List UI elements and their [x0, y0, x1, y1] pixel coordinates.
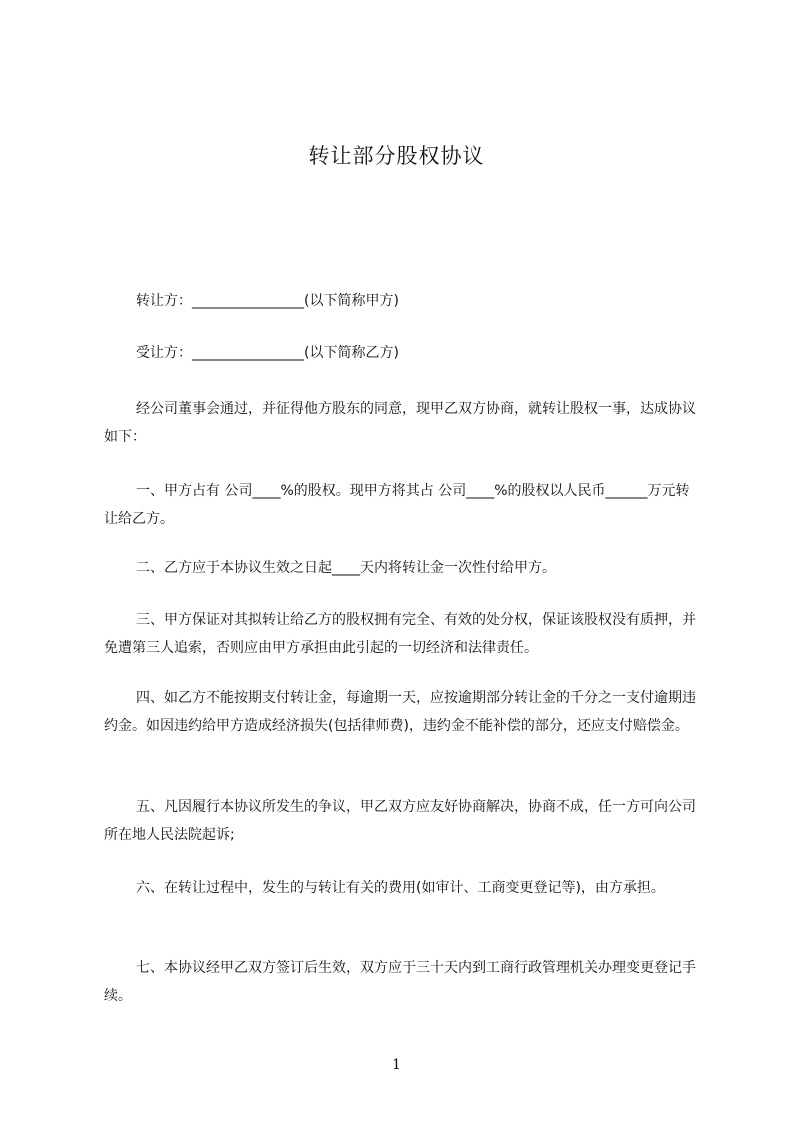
clause-1: 一、甲方占有 公司____%的股权。现甲方将其占 公司____%的股权以人民币______万元转让给乙方。 [104, 483, 690, 527]
document-title: 转让部分股权协议 [308, 144, 485, 168]
transferor-line: 转让方：________________(以下简称甲方) [136, 293, 399, 309]
clause-3: 三、甲方保证对其拟转让给乙方的股权拥有完全、有效的处分权，保证该股权没有质押，并免遭第三人追索，否则应由甲方承担由此引起的一切经济和法律责任。 [104, 612, 696, 656]
clause-6: 六、在转让过程中，发生的与转让有关的费用(如审计、工商变更登记等)，由方承担。 [136, 880, 665, 896]
clause-5: 五、凡因履行本协议所发生的争议，甲乙双方应友好协商解决，协商不成，任一方可向公司所在地人民法院起诉; [104, 799, 696, 843]
page-number: 1 [392, 1057, 401, 1073]
intro-paragraph: 经公司董事会通过，并征得他方股东的同意，现甲乙双方协商，就转让股权一事，达成协议如下： [104, 401, 696, 445]
clause-4: 四、如乙方不能按期支付转让金，每逾期一天，应按逾期部分转让金的千分之一支付逾期违约金。如因违约给甲方造成经济损失(包括律师费)，违约金不能补偿的部分，还应支付赔偿金。 [104, 690, 696, 734]
clause-2: 二、乙方应于本协议生效之日起____天内将转让金一次性付给甲方。 [136, 560, 556, 576]
clause-7: 七、本协议经甲乙双方签订后生效，双方应于三十天内到工商行政管理机关办理变更登记手续。 [104, 960, 696, 1004]
transferee-line: 受让方：________________(以下简称乙方) [136, 345, 399, 361]
